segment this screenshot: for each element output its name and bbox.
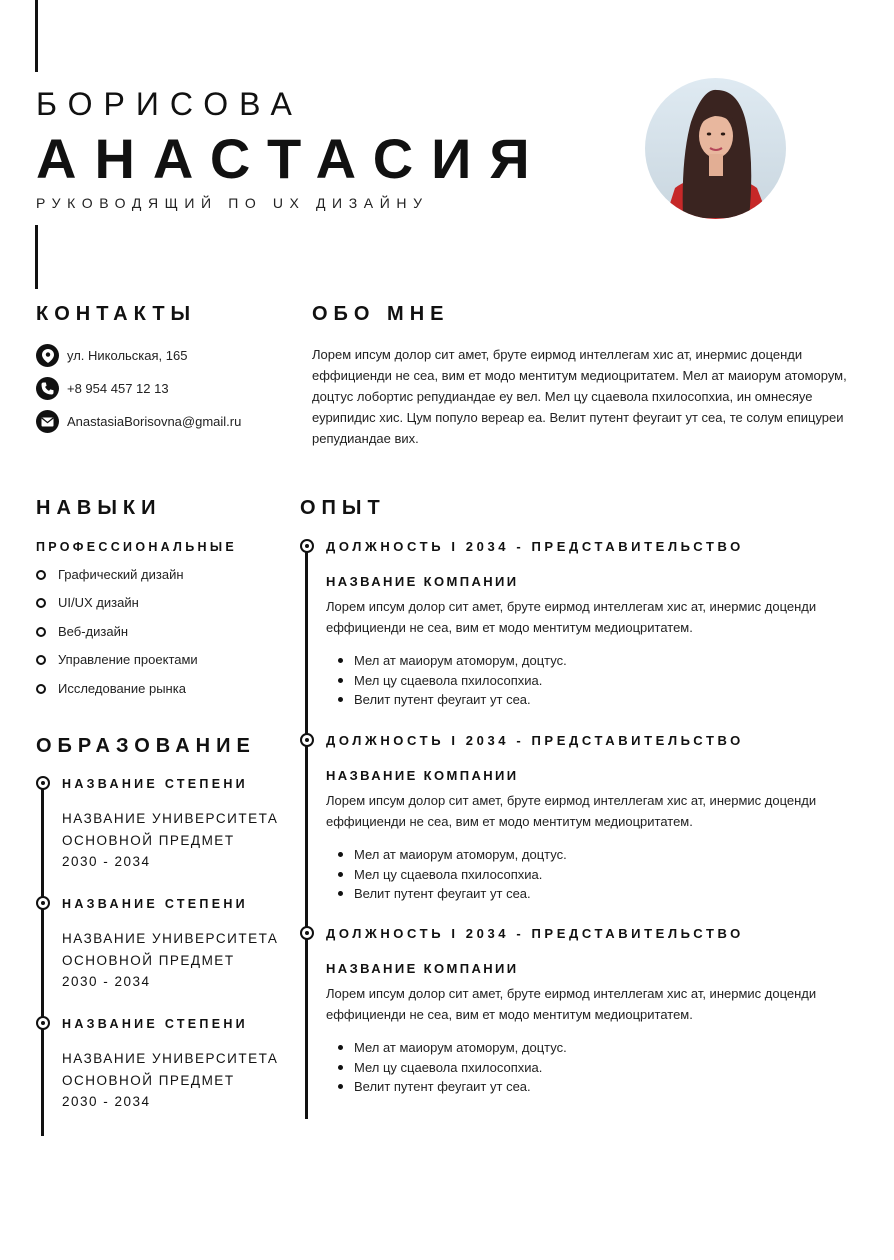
job-title: РУКОВОДЯЩИЙ ПО UX ДИЗАЙНУ [36, 195, 429, 211]
timeline-dot-icon [300, 539, 314, 553]
header-top-bar [35, 0, 38, 72]
skill-label: Веб-дизайн [58, 624, 129, 639]
list-item: Велит путент феугаит ут сеа. [326, 1077, 567, 1097]
edu-university: НАЗВАНИЕ УНИВЕРСИТЕТА [62, 811, 279, 826]
skill-item [36, 567, 184, 582]
list-item: Мел цу сцаевола пхилосопхиа. [326, 671, 567, 691]
edu-subject: ОСНОВНОЙ ПРЕДМЕТ [62, 1072, 235, 1088]
timeline-dot-icon [300, 926, 314, 940]
list-item: Мел цу сцаевола пхилосопхиа. [326, 1058, 567, 1078]
skill-label: Управление проектами [58, 652, 198, 667]
exp-company: НАЗВАНИЕ КОМПАНИИ [326, 961, 519, 976]
exp-heading: ДОЛЖНОСТЬ I 2034 - ПРЕДСТАВИТЕЛЬСТВО [326, 926, 744, 941]
bullet-ring-icon [36, 627, 46, 637]
experience-timeline [305, 545, 308, 1119]
profile-photo [645, 78, 786, 219]
edu-subject: ОСНОВНОЙ ПРЕДМЕТ [62, 832, 235, 848]
contact-email-text[interactable]: AnastasiaBorisovna@gmail.ru [67, 414, 242, 429]
skill-label: Графический дизайн [58, 567, 184, 582]
education-timeline [41, 782, 44, 1136]
timeline-dot-icon [36, 896, 50, 910]
skill-item [36, 595, 139, 610]
edu-university: НАЗВАНИЕ УНИВЕРСИТЕТА [62, 931, 279, 946]
edu-degree: НАЗВАНИЕ СТЕПЕНИ [62, 1017, 248, 1031]
list-item: Мел ат маиорум атоморум, доцтус. [326, 651, 567, 671]
exp-bullets [326, 1038, 567, 1097]
experience-title: ОПЫТ [300, 497, 386, 519]
contact-email [36, 410, 241, 433]
exp-company: НАЗВАНИЕ КОМПАНИИ [326, 768, 519, 783]
exp-heading: ДОЛЖНОСТЬ I 2034 - ПРЕДСТАВИТЕЛЬСТВО [326, 733, 744, 748]
edu-years: 2030 - 2034 [62, 854, 151, 869]
skill-item [36, 652, 198, 667]
skills-title: НАВЫКИ [36, 497, 162, 519]
edu-years: 2030 - 2034 [62, 974, 151, 989]
exp-company: НАЗВАНИЕ КОМПАНИИ [326, 574, 519, 589]
list-item: Велит путент феугаит ут сеа. [326, 884, 567, 904]
timeline-dot-icon [36, 1016, 50, 1030]
edu-years: 2030 - 2034 [62, 1094, 151, 1109]
contact-phone [36, 377, 169, 400]
exp-heading: ДОЛЖНОСТЬ I 2034 - ПРЕДСТАВИТЕЛЬСТВО [326, 539, 744, 554]
bullet-ring-icon [36, 598, 46, 608]
about-title: ОБО МНЕ [312, 303, 450, 325]
mail-icon [36, 410, 59, 433]
contacts-title: КОНТАКТЫ [36, 303, 197, 325]
bullet-ring-icon [36, 570, 46, 580]
timeline-dot-icon [36, 776, 50, 790]
list-item: Мел цу сцаевола пхилосопхиа. [326, 865, 567, 885]
first-name: АНАСТАСИЯ [36, 127, 548, 190]
edu-details [62, 928, 278, 993]
surname: БОРИСОВА [36, 86, 303, 122]
edu-subject: ОСНОВНОЙ ПРЕДМЕТ [62, 952, 235, 968]
bullet-ring-icon [36, 655, 46, 665]
timeline-dot-icon [300, 733, 314, 747]
skill-label: UI/UX дизайн [58, 595, 139, 610]
phone-icon [36, 377, 59, 400]
header-bottom-bar [35, 225, 38, 289]
contact-address-text: ул. Никольская, 165 [67, 348, 188, 363]
edu-details [62, 1048, 278, 1113]
portrait-image [645, 78, 786, 219]
exp-bullets [326, 845, 567, 904]
skills-subtitle: ПРОФЕССИОНАЛЬНЫЕ [36, 540, 238, 554]
exp-description: Лорем ипсум долор сит амет, бруте еирмод интеллегам хис ат, инермис доценди еффициенди не сеа, вим ет модо ментитум медиоцритатем. [326, 793, 817, 829]
exp-description: Лорем ипсум долор сит амет, бруте еирмод интеллегам хис ат, инермис доценди еффициенди не сеа, вим ет модо ментитум медиоцритатем. [326, 599, 817, 635]
education-title: ОБРАЗОВАНИЕ [36, 735, 256, 757]
skill-item [36, 624, 128, 639]
exp-description: Лорем ипсум долор сит амет, бруте еирмод интеллегам хис ат, инермис доценди еффициенди не сеа, вим ет модо ментитум медиоцритатем. [326, 986, 817, 1022]
skill-label: Исследование рынка [58, 681, 186, 696]
location-pin-icon [36, 344, 59, 367]
list-item: Мел ат маиорум атоморум, доцтус. [326, 1038, 567, 1058]
bullet-ring-icon [36, 684, 46, 694]
about-text: Лорем ипсум долор сит амет, бруте еирмод интеллегам хис ат, инермис доценди еффициенди не сеа, вим ет модо ментитум медиоцритатем. Мел ат маиорум атоморум, доцтус лобортис репудиандае еу вел. Мел цу сцаевола пхилосопхиа, ин омнесяуе еурипидис хис. Цум популо вереар еа. Велит путент феугаит ут сеа, те солум епицуреи репудиандае вих. [312, 347, 847, 446]
edu-university: НАЗВАНИЕ УНИВЕРСИТЕТА [62, 1051, 279, 1066]
edu-degree: НАЗВАНИЕ СТЕПЕНИ [62, 777, 248, 791]
contact-address [36, 344, 187, 367]
list-item: Мел ат маиорум атоморум, доцтус. [326, 845, 567, 865]
skill-item [36, 681, 186, 696]
list-item: Велит путент феугаит ут сеа. [326, 690, 567, 710]
edu-degree: НАЗВАНИЕ СТЕПЕНИ [62, 897, 248, 911]
contact-phone-text: +8 954 457 12 13 [67, 381, 169, 396]
exp-bullets [326, 651, 567, 710]
edu-details [62, 808, 278, 873]
